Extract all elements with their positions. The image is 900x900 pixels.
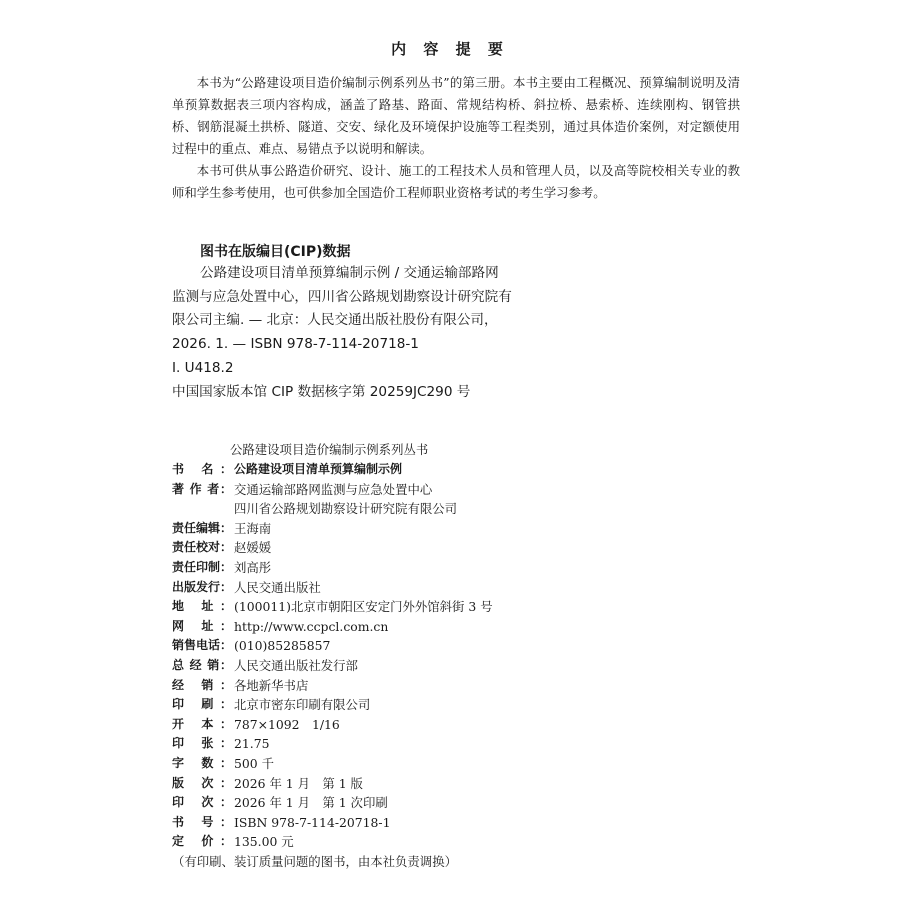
colophon-label: 总 经 销： xyxy=(172,657,232,672)
summary-paragraph-2: 本书可供从事公路造价研究、设计、施工的工程技术人员和管理人员，以及高等院校相关专业的教师和学生参考使用，也可供参加全国造价工程师职业资格考试的考生学习参考。 xyxy=(172,163,740,200)
colophon-label: 书 名： xyxy=(172,462,232,476)
colophon-label: 责任印制： xyxy=(172,559,233,574)
author-1: 交通运输部路网监测与应急处置中心 xyxy=(234,481,433,497)
colophon-label: 开 本： xyxy=(172,716,232,731)
summary-title: 内 容 提 要 xyxy=(391,40,509,58)
colophon-label: 网 址： xyxy=(172,618,232,633)
colophon-value: 北京市密东印刷有限公司 xyxy=(234,697,371,713)
colophon-label: 责任编辑： xyxy=(172,520,233,535)
colophon-row xyxy=(172,617,652,637)
cip-line: Ⅰ. U418.2 xyxy=(172,359,234,376)
colophon-value: 人民交通出版社 xyxy=(234,579,321,595)
cip-line: 公路建设项目清单预算编制示例 / 交通运输部路网 xyxy=(200,265,499,281)
colophon-value: 2026 年 1 月 第 1 版 xyxy=(234,775,363,791)
colophon-row xyxy=(172,636,652,656)
colophon-row xyxy=(172,578,652,598)
colophon-row xyxy=(172,715,652,735)
colophon-label: 定 价： xyxy=(172,834,232,849)
colophon-row xyxy=(172,676,652,696)
colophon-value: 王海南 xyxy=(234,520,272,536)
colophon-row-authors xyxy=(172,480,652,519)
colophon-value: ISBN 978-7-114-20718-1 xyxy=(234,814,391,830)
book-name: 公路建设项目清单预算编制示例 xyxy=(234,462,403,476)
colophon-row xyxy=(172,774,652,794)
summary-section xyxy=(172,72,740,204)
cip-line: 2026. 1. — ISBN 978-7-114-20718-1 xyxy=(172,336,419,353)
colophon-value: (100011)北京市朝阳区安定门外外馆斜街 3 号 xyxy=(234,599,493,615)
colophon-label: 书 号： xyxy=(172,814,232,829)
colophon-value: 刘高彤 xyxy=(234,559,272,575)
colophon-row xyxy=(172,734,652,754)
colophon-value: 各地新华书店 xyxy=(234,677,309,693)
colophon xyxy=(172,460,652,871)
cip-line: 监测与应急处置中心，四川省公路规划勘察设计研究院有 xyxy=(172,288,512,305)
author-2: 四川省公路规划勘察设计研究院有限公司 xyxy=(234,501,458,517)
colophon-row xyxy=(172,832,652,852)
colophon-label: 印 张： xyxy=(172,736,232,751)
colophon-value: 21.75 xyxy=(234,736,270,752)
colophon-row xyxy=(172,656,652,676)
colophon-value: 人民交通出版社发行部 xyxy=(234,657,358,673)
colophon-label: 版 次： xyxy=(172,775,232,790)
colophon-label: 地 址： xyxy=(172,599,232,614)
colophon-value: 500 千 xyxy=(234,755,274,771)
colophon-value: 2026 年 1 月 第 1 次印刷 xyxy=(234,795,388,811)
quality-footnote: （有印刷、装订质量问题的图书，由本社负责调换） xyxy=(172,853,457,869)
colophon-label: 印 次： xyxy=(172,795,232,810)
colophon-label: 著 作 者： xyxy=(172,481,232,496)
colophon-row xyxy=(172,519,652,539)
cip-line: 中国国家版本馆 CIP 数据核字第 20259JC290 号 xyxy=(172,383,471,400)
series-name: 公路建设项目造价编制示例系列丛书 xyxy=(230,442,429,457)
colophon-row xyxy=(172,695,652,715)
colophon-row xyxy=(172,793,652,813)
colophon-label: 销售电话： xyxy=(172,638,233,653)
colophon-row xyxy=(172,754,652,774)
colophon-label: 出版发行： xyxy=(172,579,233,594)
colophon-label: 责任校对： xyxy=(172,540,233,555)
cip-heading: 图书在版编目(CIP)数据 xyxy=(200,244,351,260)
colophon-row xyxy=(172,538,652,558)
colophon-value: http://www.ccpcl.com.cn xyxy=(234,618,389,634)
colophon-value: 787×1092 1/16 xyxy=(234,716,340,732)
colophon-label: 字 数： xyxy=(172,755,232,770)
colophon-value: 135.00 元 xyxy=(234,834,294,850)
colophon-label: 印 刷： xyxy=(172,697,232,712)
colophon-row xyxy=(172,597,652,617)
colophon-row xyxy=(172,558,652,578)
summary-paragraph-1: 本书为“公路建设项目造价编制示例系列丛书”的第三册。本书主要由工程概况、预算编制说明及清单预算数据表三项内容构成，涵盖了路基、路面、常规结构桥、斜拉桥、悬索桥、连续刚构、钢管拱桥、钢筋混凝土拱桥、隧道、交安、绿化及环境保护设施等工程类别，通过具体造价案例，对定额使用过程中的重点、难点、易错点予以说明和解读。 xyxy=(172,75,740,156)
colophon-rows xyxy=(172,519,652,852)
colophon-value: 赵媛媛 xyxy=(234,540,272,556)
colophon-row xyxy=(172,813,652,833)
colophon-label: 经 销： xyxy=(172,677,232,692)
colophon-value: (010)85285857 xyxy=(234,638,331,654)
cip-line: 限公司主编. — 北京：人民交通出版社股份有限公司， xyxy=(172,312,498,329)
cip-block xyxy=(172,262,572,404)
colophon-row-book-name xyxy=(172,460,652,480)
authors xyxy=(232,480,457,519)
